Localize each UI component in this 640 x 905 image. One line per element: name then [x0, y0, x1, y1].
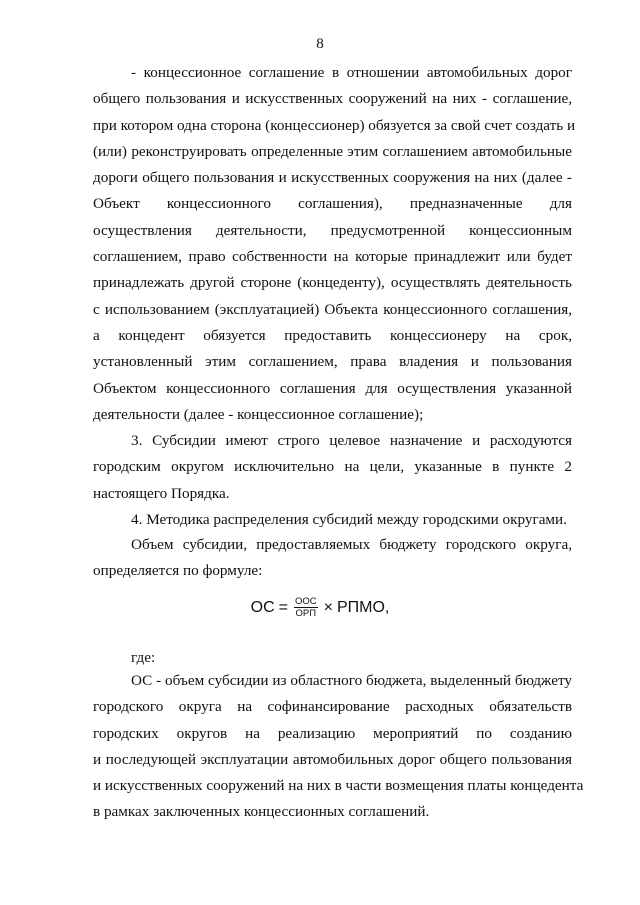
text-line: при котором одна сторона (концессионер) обязуется за свой счет создать и — [93, 116, 576, 134]
paragraph-subsidy-volume — [93, 532, 572, 585]
formula-denominator: ОРП — [295, 608, 317, 619]
formula-rhs: РПМО, — [336, 598, 390, 616]
text-line: деятельности (далее - концессионное соглашение); — [93, 405, 424, 423]
text-line: с использованием (эксплуатацией) Объекта концессионного соглашения, — [93, 300, 572, 318]
paragraph-os-definition — [93, 668, 584, 826]
text-line: установленный этим соглашением, права владения и пользования — [93, 353, 572, 371]
text-line: а концедент обязуется предоставить концессионеру на срок, — [93, 326, 572, 344]
text-line: (или) реконструировать определенные этим соглашением автомобильные — [93, 142, 572, 160]
text-line: городским округом исключительно на цели, указанные в пункте 2 — [93, 458, 572, 476]
formula-fraction — [294, 596, 318, 619]
formula-numerator: ООС — [294, 596, 317, 607]
text-line: городского округа на софинансирование расходных обязательств — [93, 698, 572, 716]
text-line: Объем субсидии, предоставляемых бюджету городского округа, — [131, 536, 572, 553]
text-line: дороги общего пользования и искусственных сооружения на них (далее - — [93, 169, 572, 187]
text-line: принадлежать другой стороне (концеденту), осуществлять деятельность — [93, 274, 572, 292]
text-line: настоящего Порядка. — [93, 484, 230, 502]
paragraph-concession-agreement — [93, 60, 576, 428]
text-line: ОС - объем субсидии из областного бюджета, выделенный бюджету — [131, 672, 572, 689]
text-line: - концессионное соглашение в отношении автомобильных дорог — [131, 64, 572, 81]
text-line: в рамках заключенных концессионных соглашений. — [93, 803, 430, 821]
text-line: Объектом концессионного соглашения для осуществления указанной — [93, 379, 572, 397]
formula-lhs: ОС — [250, 598, 275, 616]
text-line: соглашением, право собственности на которые принадлежит или будет — [93, 248, 572, 266]
page-number: 8 — [316, 36, 324, 52]
text-line: общего пользования и искусственных сооружений на них - соглашение, — [93, 90, 572, 108]
text-line: 4. Методика распределения субсидий между городскими округами. — [131, 511, 567, 528]
text-line: где: — [131, 649, 156, 666]
formula-times: × — [323, 598, 333, 616]
formula-equals: = — [278, 598, 288, 616]
paragraph-item-4 — [93, 507, 572, 533]
text-line: определяется по формуле: — [93, 562, 263, 580]
text-line: 3. Субсидии имеют строго целевое назначение и расходуются — [131, 432, 572, 449]
paragraph-item-3 — [93, 428, 572, 507]
text-line: и последующей эксплуатации автомобильных дорог общего пользования — [93, 750, 572, 768]
text-line: Объект концессионного соглашения), предназначенные для — [93, 195, 572, 213]
text-line: и искусственных сооружений на них в части возмещения платы концедента — [93, 777, 584, 795]
text-line: городских округов на реализацию мероприятий по созданию — [93, 724, 572, 742]
text-line: осуществления деятельности, предусмотренной концессионным — [93, 221, 572, 239]
subsidy-formula — [0, 596, 640, 619]
